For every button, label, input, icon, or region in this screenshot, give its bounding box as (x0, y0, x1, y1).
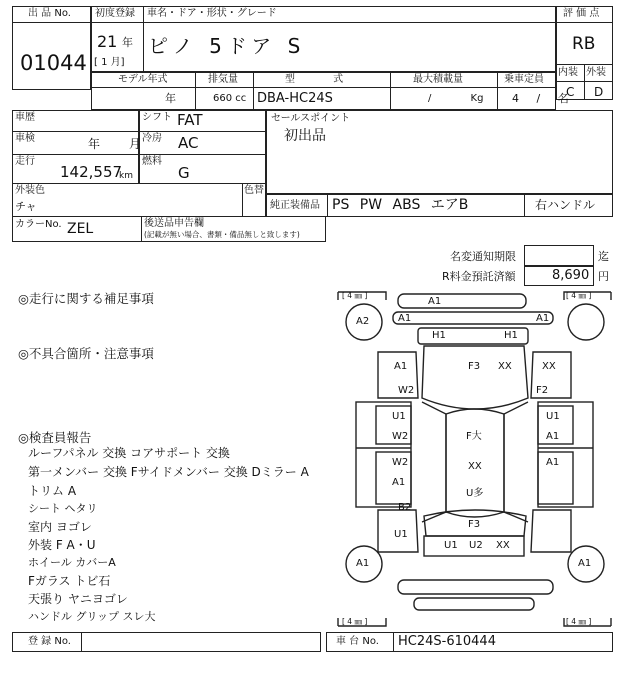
name-change-deadline-label: 名変通知期限 (450, 250, 516, 263)
inspector-line: ルーフパネル 交換 コアサポート 交換 (28, 446, 230, 460)
defects-title: ◎不具合箇所・注意事項 (18, 346, 154, 361)
recycle-fee-value: 8,690 (552, 268, 590, 283)
mark-left-rear-door-w: W2 (392, 457, 409, 468)
fuel-label: 燃料 (142, 156, 162, 167)
fuel-value: G (178, 164, 190, 182)
mark-right-front-door-u: U1 (546, 411, 560, 422)
score-label: 評 価 点 (563, 8, 600, 19)
registration-month: [ 1 月] (94, 57, 125, 68)
car-name-label: 車名・ドア・形状・グレード (147, 8, 277, 19)
inspector-line: Fガラス トビ石 (28, 574, 111, 588)
mark-headlight-left: H1 (432, 330, 446, 341)
mark-left-quarter-u: U1 (394, 529, 408, 540)
mark-front-left-wheel: A2 (356, 316, 370, 327)
registration-number-label: 登 録 No. (28, 636, 71, 647)
grille-shape (393, 312, 553, 324)
right-rear-quarter-shape (531, 510, 571, 552)
inspector-line: シート ヘタリ (28, 502, 98, 515)
inspector-report-title: ◎検査員報告 (18, 430, 92, 445)
ac-label: 冷房 (142, 133, 162, 144)
interior-grade: C (566, 85, 575, 99)
registration-year: 21 (97, 32, 118, 51)
equipment-value: PS PW ABS エアB (332, 197, 469, 213)
mark-right-rear-door-a: A1 (546, 457, 560, 468)
inspector-line: 室内 ヨゴレ (28, 520, 92, 534)
mark-back-door-xx: XX (496, 540, 510, 551)
mark-right-fender-top: XX (542, 361, 556, 372)
mark-hood-xx: XX (498, 361, 512, 372)
rear-bumper-shape (398, 580, 553, 594)
mark-rear-left-wheel: A1 (356, 558, 370, 569)
driving-notes-title: ◎走行に関する補足事項 (18, 291, 154, 306)
inspection-value: 年 月 (88, 137, 141, 151)
tire-depth-bottom-left: [ 4 ㎜ ] (342, 617, 368, 626)
model-year-label: モデル年式 (118, 74, 168, 85)
mark-back-door-u2: U2 (469, 540, 483, 551)
model-year-unit: 年 (165, 92, 176, 105)
sales-point-value: 初出品 (284, 128, 326, 144)
lot-number: 01044 (20, 51, 87, 75)
mark-roof-xx: XX (468, 461, 482, 472)
divider (195, 72, 196, 110)
front-right-wheel-shape (568, 304, 604, 340)
front-bumper-shape (398, 294, 526, 308)
color-number-value: ZEL (67, 221, 94, 237)
mark-left-quarter-b: B2 (398, 502, 412, 513)
lot-number-label: 出 品 No. (28, 8, 71, 19)
equipment-label: 純正装備品 (270, 200, 320, 211)
displacement-label: 排気量 (208, 74, 238, 85)
mark-right-front-door-a: A1 (546, 431, 560, 442)
year-unit: 年 (122, 36, 133, 49)
mark-right-fender: F2 (536, 385, 549, 396)
inspector-line: ハンドル グリップ スレ大 (28, 610, 156, 623)
tire-depth-top-right: [ 4 ㎜ ] (566, 291, 592, 300)
capacity-label: 乗車定員 (504, 74, 544, 85)
recycle-fee-unit: 円 (598, 270, 609, 283)
inspector-line: トリム A (28, 484, 77, 498)
damage-diagram (336, 290, 613, 628)
mark-hood: F3 (468, 361, 481, 372)
exterior-color-value: チャ (15, 200, 37, 213)
divider (390, 72, 391, 110)
shift-value: FAT (177, 111, 203, 129)
mark-rear-glass: F3 (468, 519, 481, 530)
rear-lower-bumper-shape (414, 598, 534, 610)
mark-grille-right: A1 (536, 313, 550, 324)
mark-left-front-door-w: W2 (392, 431, 409, 442)
later-items-label: 後送品申告欄 (144, 218, 204, 229)
mark-left-fender-top: A1 (394, 361, 408, 372)
displacement: 660 cc (213, 93, 247, 104)
seating-capacity: 4 / 名 (512, 92, 569, 105)
divider (584, 64, 585, 100)
mark-back-door-u1: U1 (444, 540, 458, 551)
mileage-label: 走行 (15, 156, 35, 167)
max-load-label: 最大積載量 (413, 74, 463, 85)
steering-value: 右ハンドル (535, 198, 596, 212)
mark-roof-f: F大 (466, 431, 482, 442)
first-registration-label: 初度登録 (95, 8, 135, 19)
mark-left-front-door-u: U1 (392, 411, 406, 422)
car-outline-svg (336, 290, 613, 628)
max-load: / Kg (428, 93, 484, 104)
mark-rear-right-wheel: A1 (578, 558, 592, 569)
mark-left-fender: W2 (398, 385, 415, 396)
mark-roof-u: U多 (466, 488, 484, 499)
divider (143, 22, 144, 72)
mileage-value: 142,557 (60, 163, 123, 181)
later-items-note: (記載が無い場合、書類・備品無しと致します) (144, 230, 300, 239)
hood-shape (422, 346, 528, 409)
mileage-unit: km (119, 171, 133, 181)
inspector-line: 天張り ヤニヨゴレ (28, 592, 128, 606)
shift-label: シフト (142, 112, 172, 123)
registration-number-cell (81, 632, 321, 652)
divider (497, 72, 498, 110)
chassis-number-value: HC24S-610444 (398, 634, 496, 649)
color-number-label: カラーNo. (15, 219, 62, 230)
name-change-deadline-box (524, 245, 594, 266)
tire-depth-top-left: [ 4 ㎜ ] (342, 291, 368, 300)
mark-left-rear-door-a: A1 (392, 477, 406, 488)
inspector-line: 外装 F A・U (28, 538, 96, 552)
exterior-label: 外装 (586, 67, 606, 78)
interior-label: 内装 (558, 67, 578, 78)
recolor-label: 色替 (244, 185, 264, 196)
chassis-number-label: 車 台 No. (336, 636, 379, 647)
mark-front-bumper: A1 (428, 296, 442, 307)
divider (143, 6, 144, 23)
evaluation-score: RB (572, 34, 596, 54)
exterior-color-cell (12, 183, 266, 217)
divider (242, 183, 243, 217)
inspector-line: 第一メンバー 交換 Fサイドメンバー 交換 Dミラー A (28, 465, 309, 479)
model-type-label: 型 式 (285, 74, 344, 85)
divider (327, 194, 328, 217)
recycle-fee-label: R料金預託済額 (442, 270, 516, 283)
car-name: ピノ 5ドア S (148, 34, 306, 58)
mark-grille: A1 (398, 313, 412, 324)
inspector-line: ホイール カバーA (28, 556, 116, 569)
sales-point-label: セールスポイント (271, 113, 351, 124)
name-change-deadline-unit: 迄 (598, 250, 609, 263)
ac-value: AC (178, 134, 199, 152)
exterior-grade: D (594, 85, 604, 99)
tire-depth-bottom-right: [ 4 ㎜ ] (566, 617, 592, 626)
divider (556, 81, 613, 82)
inspection-label: 車検 (15, 133, 35, 144)
divider (253, 72, 254, 110)
history-label: 車歴 (15, 112, 35, 123)
mark-headlight-right: H1 (504, 330, 518, 341)
exterior-color-label: 外装色 (15, 185, 45, 196)
model-type: DBA-HC24S (257, 91, 333, 106)
